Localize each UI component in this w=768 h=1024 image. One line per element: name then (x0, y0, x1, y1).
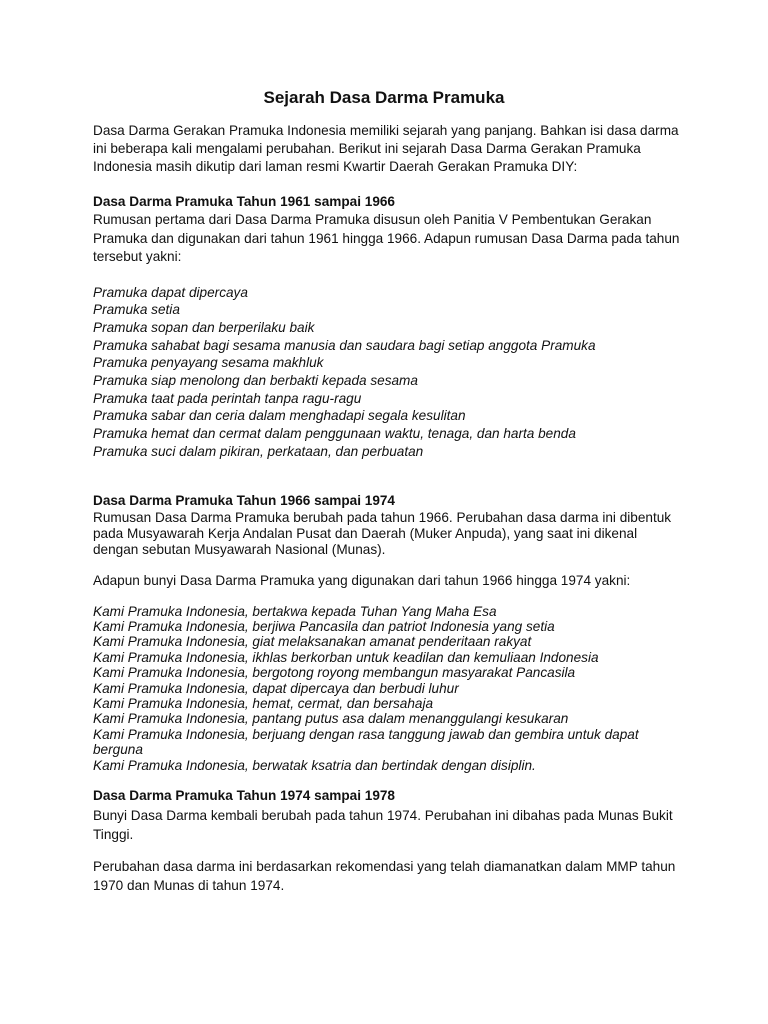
list-item: Kami Pramuka Indonesia, giat melaksanakan amanat penderitaan rakyat (93, 634, 532, 650)
section-1966-paragraph: Rumusan Dasa Darma Pramuka berubah pada tahun 1966. Perubahan dasa darma ini dibentuk pada Musyawarah Kerja Andalan Pusat dan Daerah (Muker Anpuda), yang saat ini dikenal dengan sebutan Musyawarah Nasional (Munas). (93, 509, 672, 557)
list-item: Pramuka sabar dan ceria dalam menghadapi segala kesulitan (93, 408, 466, 424)
list-item: Kami Pramuka Indonesia, ikhlas berkorban untuk keadilan dan kemuliaan Indonesia (93, 649, 599, 665)
document-title: Sejarah Dasa Darma Pramuka (263, 88, 505, 107)
dasa-darma-1966-list (93, 604, 683, 773)
section-1974-paragraph: Bunyi Dasa Darma kembali berubah pada tahun 1974. Perubahan ini dibahas pada Munas Bukit Tinggi. (93, 808, 673, 842)
list-item: Kami Pramuka Indonesia, pantang putus asa dalam menanggulangi kesukaran (93, 711, 569, 727)
list-item: Pramuka sahabat bagi sesama manusia dan saudara bagi setiap anggota Pramuka (93, 337, 596, 353)
list-item: Pramuka taat pada perintah tanpa ragu-ragu (93, 390, 362, 406)
section-1966-heading: Dasa Darma Pramuka Tahun 1966 sampai 1974 (93, 492, 395, 508)
section-1974-paragraph-2: Perubahan dasa darma ini berdasarkan rekomendasi yang telah diamanatkan dalam MMP tahun 1970 dan Munas di tahun 1974. (93, 859, 676, 893)
list-item: Kami Pramuka Indonesia, hemat, cermat, dan bersahaja (93, 695, 434, 711)
section-1966-paragraph-2: Adapun bunyi Dasa Darma Pramuka yang digunakan dari tahun 1966 hingga 1974 yakni: (93, 572, 631, 588)
document-body (93, 122, 683, 895)
intro-paragraph: Dasa Darma Gerakan Pramuka Indonesia memiliki sejarah yang panjang. Bahkan isi dasa darma ini beberapa kali mengalami perubahan. Berikut ini sejarah Dasa Darma Gerakan Pramuka Indonesia masih dikutip dari laman resmi Kwartir Daerah Gerakan Pramuka DIY: (93, 123, 679, 174)
list-item: Kami Pramuka Indonesia, berwatak ksatria dan bertindak dengan disiplin. (93, 757, 536, 773)
list-item: Kami Pramuka Indonesia, berjuang dengan rasa tanggung jawab dan gembira untuk dapat berguna (93, 726, 639, 758)
list-item: Pramuka setia (93, 302, 180, 318)
section-1961-heading: Dasa Darma Pramuka Tahun 1961 sampai 1966 (93, 194, 395, 209)
list-item: Kami Pramuka Indonesia, berjiwa Pancasila dan patriot Indonesia yang setia (93, 618, 555, 634)
list-item: Pramuka siap menolong dan berbakti kepada sesama (93, 373, 418, 389)
list-item: Pramuka dapat dipercaya (93, 284, 248, 300)
list-item: Kami Pramuka Indonesia, bertakwa kepada Tuhan Yang Maha Esa (93, 603, 497, 619)
list-item: Pramuka hemat dan cermat dalam penggunaan waktu, tenaga, dan harta benda (93, 426, 576, 442)
dasa-darma-1961-list (93, 284, 683, 461)
section-1961-paragraph: Rumusan pertama dari Dasa Darma Pramuka disusun oleh Panitia V Pembentukan Gerakan Pramuka dan digunakan dari tahun 1961 hingga 1966. Adapun rumusan Dasa Darma pada tahun tersebut yakni: (93, 212, 680, 264)
section-1974-heading: Dasa Darma Pramuka Tahun 1974 sampai 1978 (93, 788, 395, 803)
list-item: Pramuka sopan dan berperilaku baik (93, 319, 315, 335)
list-item: Pramuka penyayang sesama makhluk (93, 355, 324, 371)
list-item: Kami Pramuka Indonesia, dapat dipercaya dan berbudi luhur (93, 680, 459, 696)
list-item: Pramuka suci dalam pikiran, perkataan, dan perbuatan (93, 443, 424, 459)
list-item: Kami Pramuka Indonesia, bergotong royong membangun masyarakat Pancasila (93, 665, 576, 681)
